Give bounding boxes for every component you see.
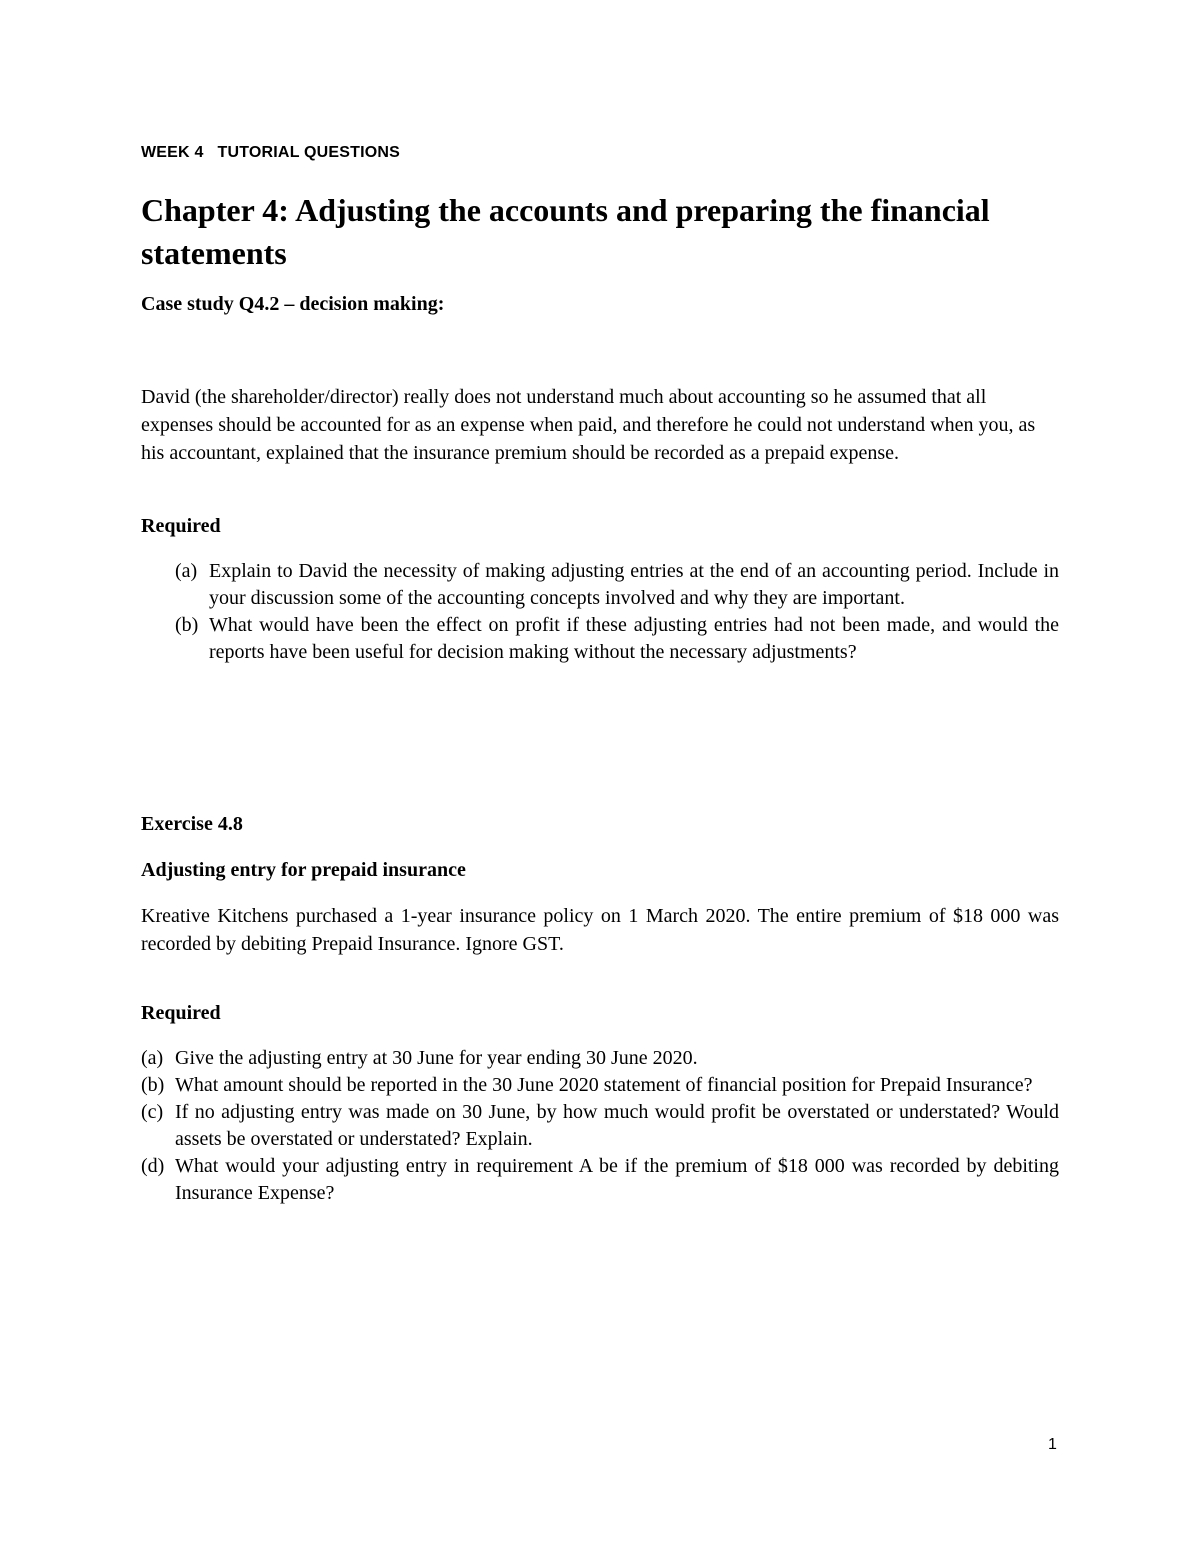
question-text: What would your adjusting entry in requirement A be if the premium of $18 000 was recorded by debiting Insurance Expense? (175, 1155, 1059, 1204)
question-label: (b) (141, 1074, 165, 1096)
case-study-required-label: Required (141, 515, 221, 537)
list-item (141, 1099, 1059, 1153)
list-item (141, 1072, 1059, 1099)
question-label: (a) (141, 1047, 164, 1069)
exercise-heading: Exercise 4.8 (141, 813, 243, 835)
exercise-required-label: Required (141, 1002, 221, 1024)
case-study-body: David (the shareholder/director) really does not understand much about accounting so he assumed that all expenses should be accounted for as an expense when paid, and therefore he could not understand when you, as his accountant, explained that the insurance premium should be recorded as a prepaid expense. (141, 386, 1036, 464)
week-heading: WEEK 4 TUTORIAL QUESTIONS (141, 144, 401, 161)
case-study-question-list (175, 558, 1059, 666)
question-label: (a) (175, 560, 198, 582)
list-item (175, 558, 1059, 612)
exercise-question-list (141, 1045, 1059, 1207)
question-text: If no adjusting entry was made on 30 June, by how much would profit be overstated or understated? Would assets be overstated or understated? Explain. (175, 1101, 1059, 1150)
chapter-title: Chapter 4: Adjusting the accounts and preparing the financial statements (141, 192, 990, 271)
question-label: (b) (175, 614, 199, 636)
list-item (141, 1153, 1059, 1207)
list-item (141, 1045, 1059, 1072)
exercise-subheading: Adjusting entry for prepaid insurance (141, 859, 466, 881)
question-text: Give the adjusting entry at 30 June for year ending 30 June 2020. (175, 1047, 698, 1069)
question-text: What amount should be reported in the 30 June 2020 statement of financial position for Prepaid Insurance? (175, 1074, 1033, 1096)
list-item (175, 612, 1059, 666)
exercise-body: Kreative Kitchens purchased a 1-year insurance policy on 1 March 2020. The entire premium of $18 000 was recorded by debiting Prepaid Insurance. Ignore GST. (141, 905, 1059, 955)
case-study-heading: Case study Q4.2 – decision making: (141, 293, 445, 315)
question-text: What would have been the effect on profit if these adjusting entries had not been made, and would the reports have been useful for decision making without the necessary adjustments? (209, 614, 1059, 663)
question-label: (d) (141, 1155, 165, 1177)
question-label: (c) (141, 1101, 164, 1123)
page-number: 1 (1048, 1436, 1057, 1453)
question-text: Explain to David the necessity of making adjusting entries at the end of an accounting period. Include in your discussion some of the accounting concepts involved and why they are important. (209, 560, 1059, 609)
